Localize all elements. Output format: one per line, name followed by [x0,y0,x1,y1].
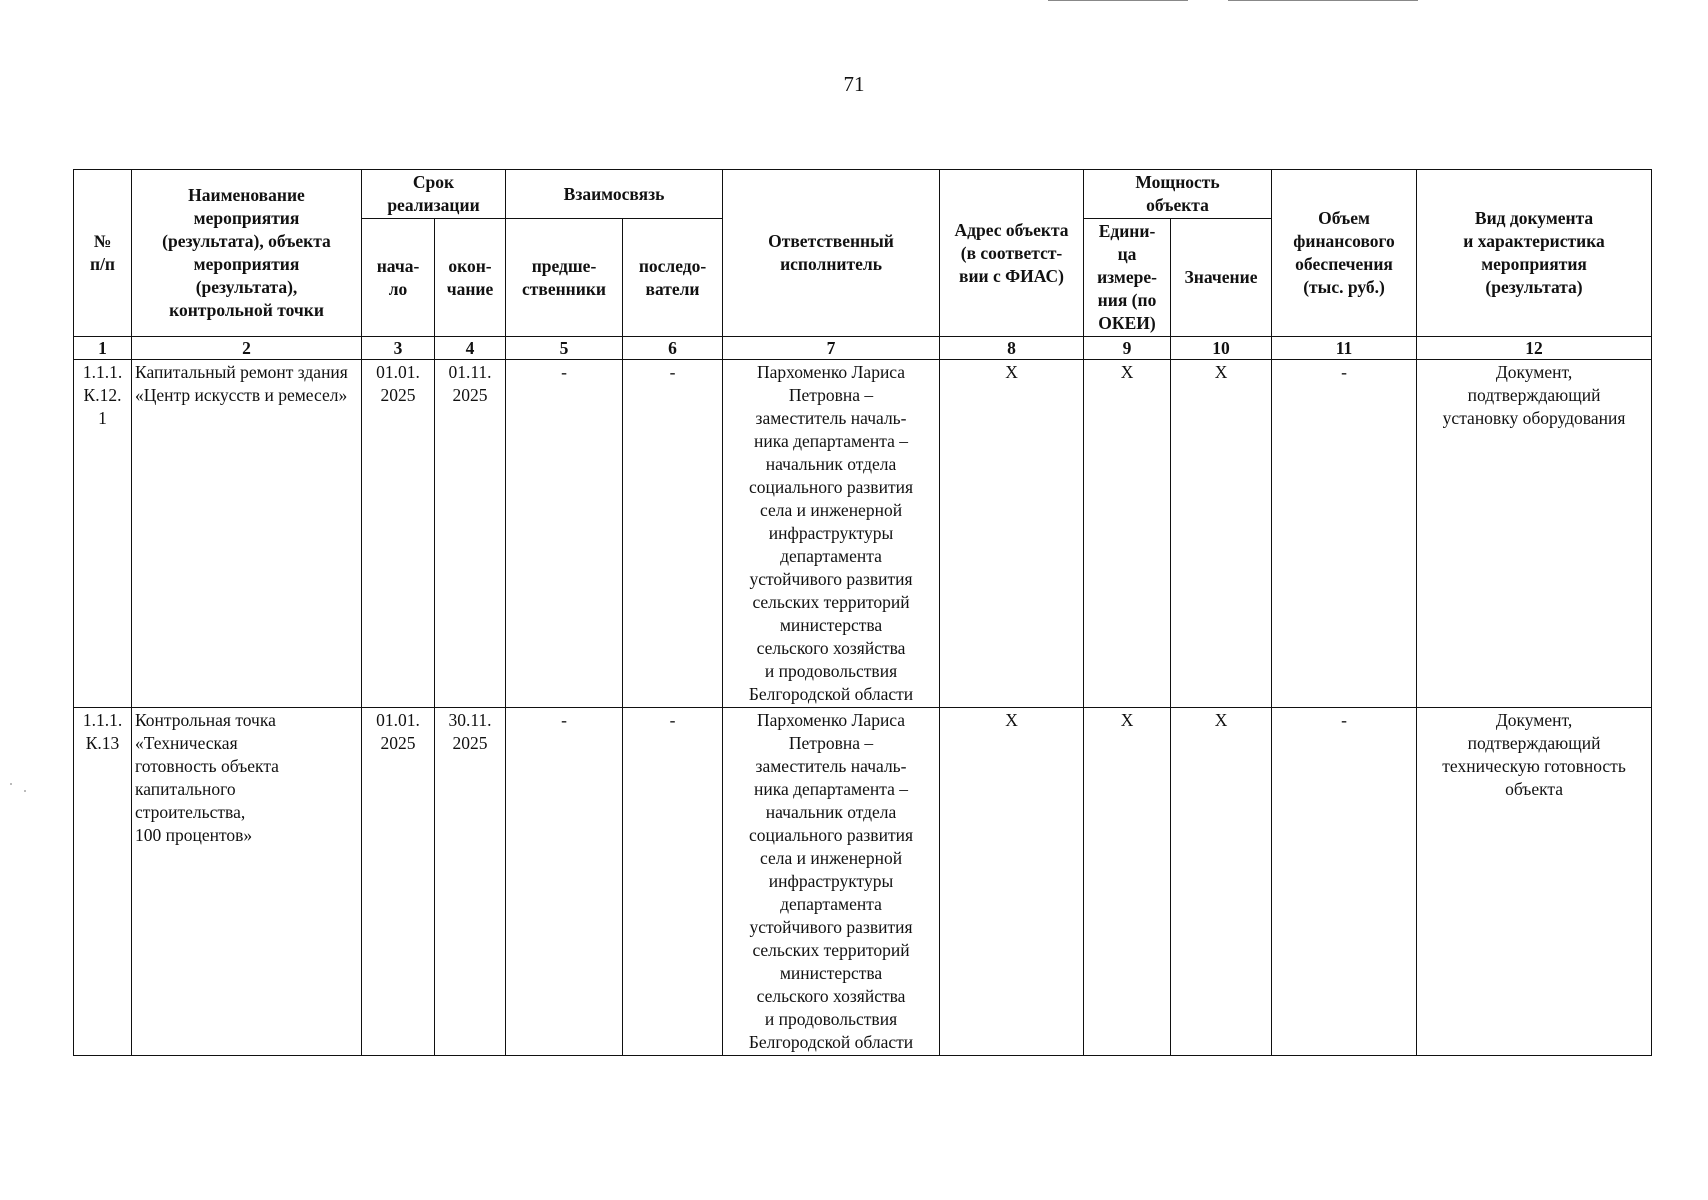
header-address: Адрес объекта (в соответст- вии с ФИАС) [940,170,1084,337]
cell-unit: Х [1084,708,1171,1056]
page-number: 71 [843,72,865,96]
cell-end: 30.11. 2025 [435,708,506,1056]
cell-num: 1.1.1. К.13 [74,708,132,1056]
header-unit: Едини- ца измере- ния (по ОКЕИ) [1084,219,1171,337]
column-number: 3 [362,337,435,360]
header-document: Вид документа и характеристика мероприятия (результата) [1417,170,1652,337]
scan-speck [10,783,12,785]
cell-predecessors: - [506,708,623,1056]
header-value: Значение [1171,219,1272,337]
table-row [74,360,1652,708]
column-number: 12 [1417,337,1652,360]
column-number: 11 [1272,337,1417,360]
cell-address: Х [940,360,1084,708]
header-num: № п/п [74,170,132,337]
column-number: 9 [1084,337,1171,360]
cell-successors: - [623,708,723,1056]
table-row [74,708,1652,1056]
table-header [74,170,1652,360]
cell-document: Документ, подтверждающий установку оборудования [1417,360,1652,708]
scan-edge-line [1048,0,1188,1]
header-name: Наименование мероприятия (результата), объекта мероприятия (результата), контрольной точки [132,170,362,337]
column-number: 6 [623,337,723,360]
cell-value: Х [1171,360,1272,708]
column-number: 2 [132,337,362,360]
cell-num: 1.1.1. К.12. 1 [74,360,132,708]
cell-start: 01.01. 2025 [362,708,435,1056]
column-number: 7 [723,337,940,360]
cell-document: Документ, подтверждающий техническую готовность объекта [1417,708,1652,1056]
cell-predecessors: - [506,360,623,708]
column-number: 4 [435,337,506,360]
cell-end: 01.11. 2025 [435,360,506,708]
plan-table [73,169,1652,1056]
column-number: 1 [74,337,132,360]
cell-start: 01.01. 2025 [362,360,435,708]
column-number: 8 [940,337,1084,360]
header-predecessors: предше- ственники [506,219,623,337]
cell-address: Х [940,708,1084,1056]
header-capacity: Мощность объекта [1084,170,1272,219]
header-successors: последо- ватели [623,219,723,337]
header-term-end: окон- чание [435,219,506,337]
scan-edge-line [1228,0,1418,1]
cell-name: Контрольная точка «Техническая готовность объекта капитального строительства, 100 процентов» [132,708,362,1056]
header-responsible: Ответственный исполнитель [723,170,940,337]
header-term-start: нача- ло [362,219,435,337]
cell-value: Х [1171,708,1272,1056]
cell-responsible: Пархоменко Лариса Петровна – заместитель началь- ника департамента – начальник отдела социального развития села и инженерной инфраструктуры департамента устойчивого развития сельских территорий министерства сельского хозяйства и продовольствия Белгородской области [723,360,940,708]
header-relation: Взаимосвязь [506,170,723,219]
column-number: 10 [1171,337,1272,360]
column-number-row [74,337,1652,360]
cell-unit: Х [1084,360,1171,708]
cell-successors: - [623,360,723,708]
header-term: Срок реализации [362,170,506,219]
cell-funding: - [1272,360,1417,708]
cell-funding: - [1272,708,1417,1056]
header-funding: Объем финансового обеспечения (тыс. руб.) [1272,170,1417,337]
column-number: 5 [506,337,623,360]
scan-speck [24,790,26,792]
cell-responsible: Пархоменко Лариса Петровна – заместитель началь- ника департамента – начальник отдела социального развития села и инженерной инфраструктуры департамента устойчивого развития сельских территорий министерства сельского хозяйства и продовольствия Белгородской области [723,708,940,1056]
cell-name: Капитальный ремонт здания «Центр искусств и ремесел» [132,360,362,708]
